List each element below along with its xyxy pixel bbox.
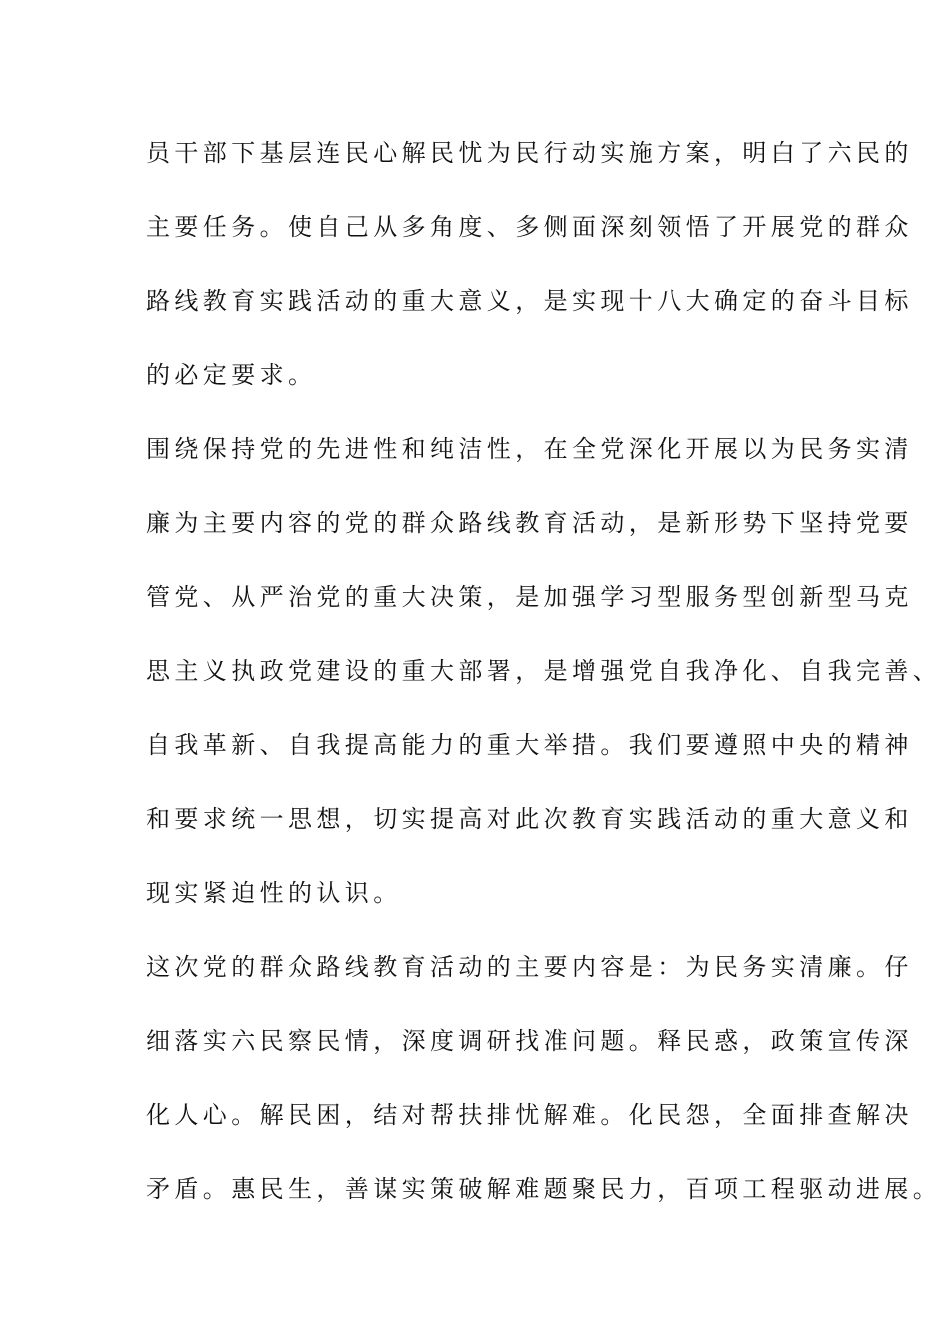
text-line: 廉为主要内容的党的群众路线教育活动，是新形势下坚持党要: [146, 509, 913, 537]
text-line: 现实紧迫性的认识。: [146, 879, 402, 907]
text-line: 主要任务。使自己从多角度、多侧面深刻领悟了开展党的群众: [146, 213, 913, 241]
text-line: 管党、从严治党的重大决策，是加强学习型服务型创新型马克: [146, 583, 913, 611]
text-line: 这次党的群众路线教育活动的主要内容是：为民务实清廉。仔: [146, 953, 913, 981]
text-line: 思主义执政党建设的重大部署，是增强党自我净化、自我完善、: [146, 657, 942, 685]
text-line: 的必定要求。: [146, 361, 317, 389]
text-line: 路线教育实践活动的重大意义，是实现十八大确定的奋斗目标: [146, 287, 913, 315]
text-line: 围绕保持党的先进性和纯洁性，在全党深化开展以为民务实清: [146, 435, 913, 463]
text-line: 自我革新、自我提高能力的重大举措。我们要遵照中央的精神: [146, 731, 913, 759]
text-line: 和要求统一思想，切实提高对此次教育实践活动的重大意义和: [146, 805, 913, 833]
text-line: 细落实六民察民情，深度调研找准问题。释民惑，政策宣传深: [146, 1027, 913, 1055]
text-line: 矛盾。惠民生，善谋实策破解难题聚民力，百项工程驱动进展。: [146, 1175, 942, 1203]
text-line: 员干部下基层连民心解民忧为民行动实施方案，明白了六民的: [146, 139, 913, 167]
text-line: 化人心。解民困，结对帮扶排忧解难。化民怨，全面排查解决: [146, 1101, 913, 1129]
